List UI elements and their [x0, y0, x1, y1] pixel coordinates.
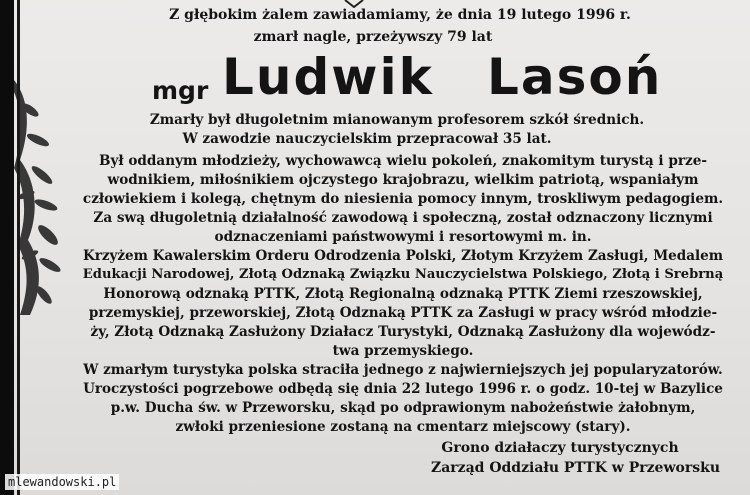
body-line: Za swą długoletnią działalność zawodową i społeczną, został odznaczony licznymi — [93, 210, 713, 226]
decorations-line: Krzyżem Kawalerskim Orderu Odrodzenia Polski, Złotym Krzyżem Zasługi, Medalem — [82, 248, 724, 264]
funeral-line: Uroczystości pogrzebowe odbędą się dnia 22 lutego 1996 r. o godz. 10-tej w Bazylice — [83, 381, 723, 397]
decorations-line: twa przemyskiego. — [332, 343, 474, 359]
signature-line-2: Zarząd Oddziału PTTK w Przeworsku — [430, 460, 720, 476]
signature-line-1: Grono działaczy turystycznych — [441, 440, 679, 456]
body-line: W zmarłym turystyka polska straciła jednego z najwierniejszych jej popularyzatorów. — [83, 362, 723, 378]
watermark: mlewandowski.pl — [5, 474, 119, 490]
body-line: wodnikiem, miłośnikiem ojczystego krajobrazu, wielkim patriotą, wspaniałym — [107, 172, 699, 188]
body-line: człowiekiem i kolegą, chętnym do niesienia pomocy innym, troskliwym pedagogiem. — [82, 191, 724, 207]
body-line: W zawodzie nauczycielskim przepracował 35 lat. — [182, 131, 552, 147]
decorations-line: Honorową odznaką PTTK, Złotą Regionalną odznaką PTTK Ziemi rzeszowskiej, — [103, 286, 703, 302]
funeral-line: p.w. Ducha św. w Przeworsku, skąd po odprawionym nabożeństwie żałobnym, — [110, 400, 696, 416]
body-line: Zmarły był długoletnim mianowanym profesorem szkół średnich. — [149, 112, 645, 128]
announcement-line-2: zmarł nagle, przeżywszy 79 lat — [253, 29, 493, 45]
funeral-line: zwłoki przeniesione zostaną na cmentarz miejscowy (stary). — [175, 419, 631, 435]
announcement-line-1: Z głębokim żalem zawiadamiamy, że dnia 19 lutego 1996 r. — [169, 7, 631, 23]
decorations-line: ży, Złotą Odznaką Zasłużony Działacz Turystyki, Odznaką Zasłużony dla wojewódz- — [90, 324, 716, 340]
body-line: Był oddanym młodzieży, wychowawcą wielu pokoleń, znakomitym turystą i prze- — [98, 153, 707, 169]
body-line: odznaczeniami państwowymi i resortowymi m. in. — [214, 229, 592, 245]
decorations-line: Edukacji Narodowej, Złotą Odznaką Związku Nauczycielstwa Polskiego, Złotą i Srebrną — [82, 267, 724, 282]
deceased-name — [0, 48, 750, 110]
academic-title: mgr — [152, 76, 209, 105]
first-name: Ludwik — [222, 48, 434, 106]
last-name: Lasoń — [487, 48, 663, 106]
decorations-line: przemyskiej, przeworskiej, Złotą Odznaką PTTK za Zasługi w pracy wśród młodzie- — [88, 305, 718, 321]
